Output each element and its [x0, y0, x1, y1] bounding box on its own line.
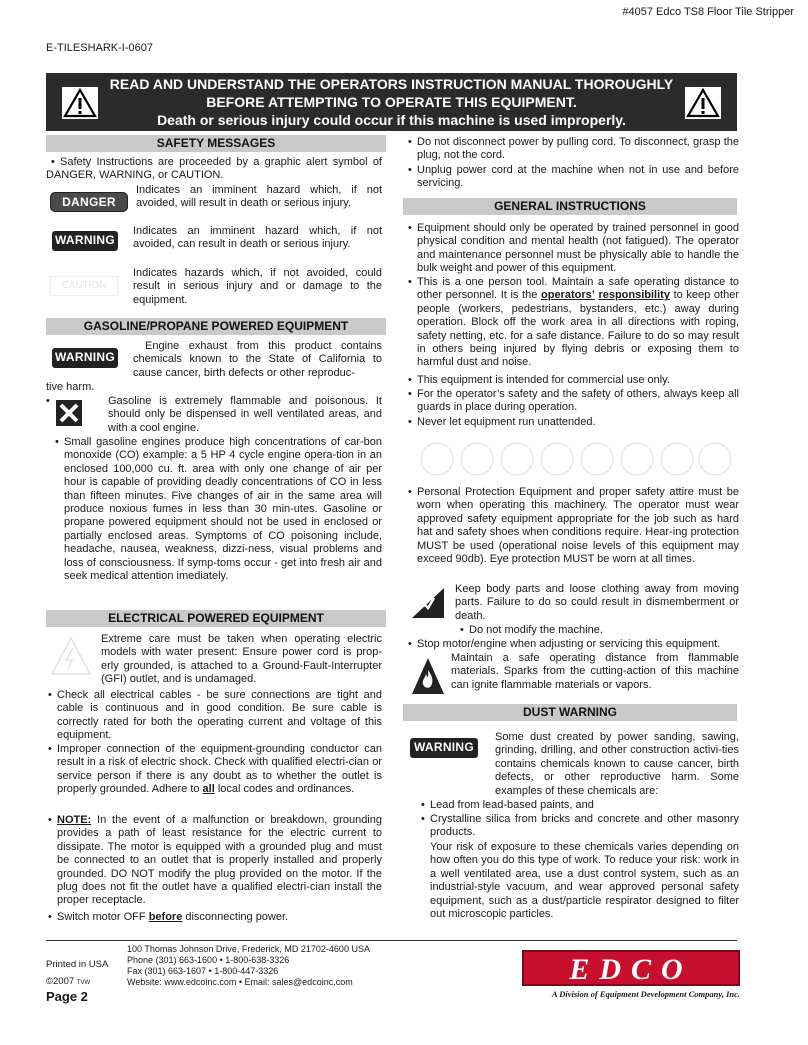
engine-exhaust-text-end: tive harm.	[46, 381, 95, 393]
warning-banner	[46, 73, 737, 131]
contact-web: Website: www.edcoinc.com • Email: sales@edcoinc.com	[127, 977, 353, 987]
contact-phone: Phone (301) 663-1600 • 1-800-638-3326	[127, 955, 290, 965]
water-warning-text: Extreme care must be taken when operating electric models with water present: Ensure power cord is prop-erly grounded, is attached to a Ground-Fault-Interrupter (GFI) outlet, and is undamaged.	[101, 633, 382, 686]
contact-address: 100 Thomas Johnson Drive, Frederick, MD 21702-4600 USA	[127, 944, 370, 954]
silica-text: • Crystalline silica from bricks and concrete and other masonry products.	[430, 813, 739, 840]
copyright: ©2007 TVW	[46, 976, 91, 987]
safety-messages-header: SAFETY MESSAGES	[46, 135, 386, 152]
warning-badge: WARNING	[52, 348, 118, 368]
danger-badge: DANGER	[50, 192, 128, 212]
warning-badge: WARNING	[52, 231, 118, 251]
electrical-header: ELECTRICAL POWERED EQUIPMENT	[46, 610, 386, 627]
document-code: E-TILESHARK-I-0607	[46, 42, 153, 54]
caution-badge: CAUTION	[50, 276, 118, 296]
warning-badge: WARNING	[410, 738, 478, 758]
banner-line-2: BEFORE ATTEMPTING TO OPERATE THIS EQUIPMENT.	[206, 94, 577, 110]
safety-intro: • Safety Instructions are proceeded by a graphic alert symbol of DANGER, WARNING, or CAUTION.	[46, 156, 382, 183]
fire-hazard-icon	[410, 656, 446, 696]
flammable-materials-text: Maintain a safe operating distance from flammable materials. Sparks from the cutting-action of this machine can ignite flammable materials or vapors.	[451, 652, 739, 691]
gasoline-flammable-text: Gasoline is extremely flammable and poisonous. It should only be dispensed in well ventilated areas, and with a cool engine.	[108, 395, 382, 434]
edco-logo	[522, 950, 740, 986]
contact-fax: Fax (301) 663-1607 • 1-800-447-3326	[127, 966, 279, 976]
stop-motor-text: • Stop motor/engine when adjusting or servicing this equipment.	[417, 638, 742, 651]
warning-description: Indicates an imminent hazard which, if not avoided, can result in death or serious injury.	[133, 225, 382, 251]
switch-off-text: • Switch motor OFF before disconnecting power.	[57, 911, 382, 924]
product-title: #4057 Edco TS8 Floor Tile Stripper	[622, 6, 794, 18]
footer-divider	[46, 940, 737, 941]
keep-body-parts-text: Keep body parts and loose clothing away from moving parts. Failure to do so could result in dismemberment or death.	[455, 583, 739, 622]
exposure-risk-text: Your risk of exposure to these chemicals varies depending on how often you do this type of work. To reduce your risk: work in a well ventilated area, use a dust control system, such as an industrial-style vacuum, and wear approved personal safety equipment, such as a dust/particle respirator designed to filter out microscopic particles.	[430, 841, 739, 921]
caution-description: Indicates hazards which, if not avoided, could result in serious injury and or damage to the equipment.	[133, 267, 382, 306]
lead-text: • Lead from lead-based paints, and	[430, 799, 739, 812]
commercial-use-text: • This equipment is intended for commercial use only.	[417, 374, 739, 387]
cables-text: • Check all electrical cables - be sure connections are tight and cable is continuous and in good condition. Be sure cable is correctly rated for both the operating current and voltage of this equipment.	[57, 689, 382, 743]
entanglement-icon	[410, 584, 446, 622]
ppe-pictograms	[418, 440, 734, 478]
grounding-text: • Improper connection of the equipment-grounding conductor can result in a risk of electric shock. Check with qualified electri-cian or service person if there is any doubt as to whether the outlet is properly grounded. Adhere to all local codes and ordinances.	[57, 743, 382, 797]
danger-description: Indicates an imminent hazard which, if not avoided, will result in death or serious injury.	[136, 184, 382, 210]
note-text: • NOTE: In the event of a malfunction or breakdown, grounding provides a path of least resistance for the electric current to dissipate. The motor is equipped with a grounded plug and must be connected to an outlet that is properly installed and properly grounded. DO NOT modify the plug provided on the motor. If the plug does not fit the outlet have a qualified electri-cian install the proper receptacle.	[57, 814, 382, 908]
printed-in: Printed in USA	[46, 959, 109, 970]
electric-shock-icon	[50, 636, 92, 676]
gasoline-header: GASOLINE/PROPANE POWERED EQUIPMENT	[46, 318, 386, 335]
unattended-text: • Never let equipment run unattended.	[417, 416, 739, 429]
trained-personnel-text: • Equipment should only be operated by trained personnel in good physical condition and mental health (not fatigued). The operator and maintenance personnel must be physically able to handle the bulk weight and power of this equipment.	[417, 222, 739, 276]
engine-exhaust-text: Engine exhaust from this product contains chemicals known to the State of California to cause cancer, birth defects or other reproduc-	[133, 340, 382, 379]
guards-text: • For the operator’s safety and the safety of others, always keep all guards in place during operation.	[417, 388, 739, 415]
banner-line-3: Death or serious injury could occur if this machine is used improperly.	[157, 112, 626, 128]
banner-line-1: READ AND UNDERSTAND THE OPERATORS INSTRUCTION MANUAL THOROUGHLY	[109, 76, 674, 92]
one-person-text: • This is a one person tool. Maintain a safe operating distance to other personnel. It is the operators’ responsibility to keep other people (workers, pedestrians, bystanders, etc.) away during operation. Block off the work area in all directions with roping, safety netting, etc. for a safe distance. Failure to do so may result in others being injured by flying debris or exposing them to harmful dust and noise.	[417, 276, 739, 370]
edco-tagline: A Division of Equipment Development Company, Inc.	[551, 989, 740, 999]
dust-intro-text: Some dust created by power sanding, sawing, grinding, drilling, and other construction activi-ties contains chemicals known to cause cancer, birth defects, or other reproductive harm. Some examples of these chemicals are:	[495, 731, 739, 797]
carbon-monoxide-text: • Small gasoline engines produce high concentrations of car-bon monoxide (CO) example: a 5 HP 4 cycle engine opera-tion in an enclosed 100,000 cu. ft. area with only one change of air per hour is capable of providing deadly concentrations of CO in less than fifteen minutes. Five changes of air in the same area will produce noxious fumes in less than 30 min-utes. Gasoline or propane powered equipment should not be used in enclosed or partially enclosed areas. Symptoms of CO poisoning include, headache, nausea, weakness, dizzi-ness, visual problems and loss of consciousness. If symp-toms occur - get into fresh air and seek medical attention imediately.	[64, 436, 382, 583]
edco-logo-text: EDCO	[569, 953, 693, 986]
page-number: Page 2	[46, 989, 88, 1004]
flammable-toxic-icon	[56, 400, 82, 426]
dust-warning-header: DUST WARNING	[403, 704, 737, 721]
pull-cord-text: • Do not disconnect power by pulling cord. To disconnect, grasp the plug, not the cord.	[417, 136, 739, 163]
ppe-text: • Personal Protection Equipment and proper safety attire must be worn when operating this machinery. The operator must wear approved safety equipment appropriate for the job such as hard hat and safety shoes when conditions require. Hear-ing protection MUST be used (operational noise levels of this equipment may exceed 90db). Eye protection MUST be worn at all times.	[417, 486, 739, 566]
unplug-text: • Unplug power cord at the machine when not in use and before servicing.	[417, 164, 739, 191]
general-instructions-header: GENERAL INSTRUCTIONS	[403, 198, 737, 215]
no-modify-text: • Do not modify the machine.	[469, 624, 739, 637]
bullet: •	[46, 395, 50, 407]
